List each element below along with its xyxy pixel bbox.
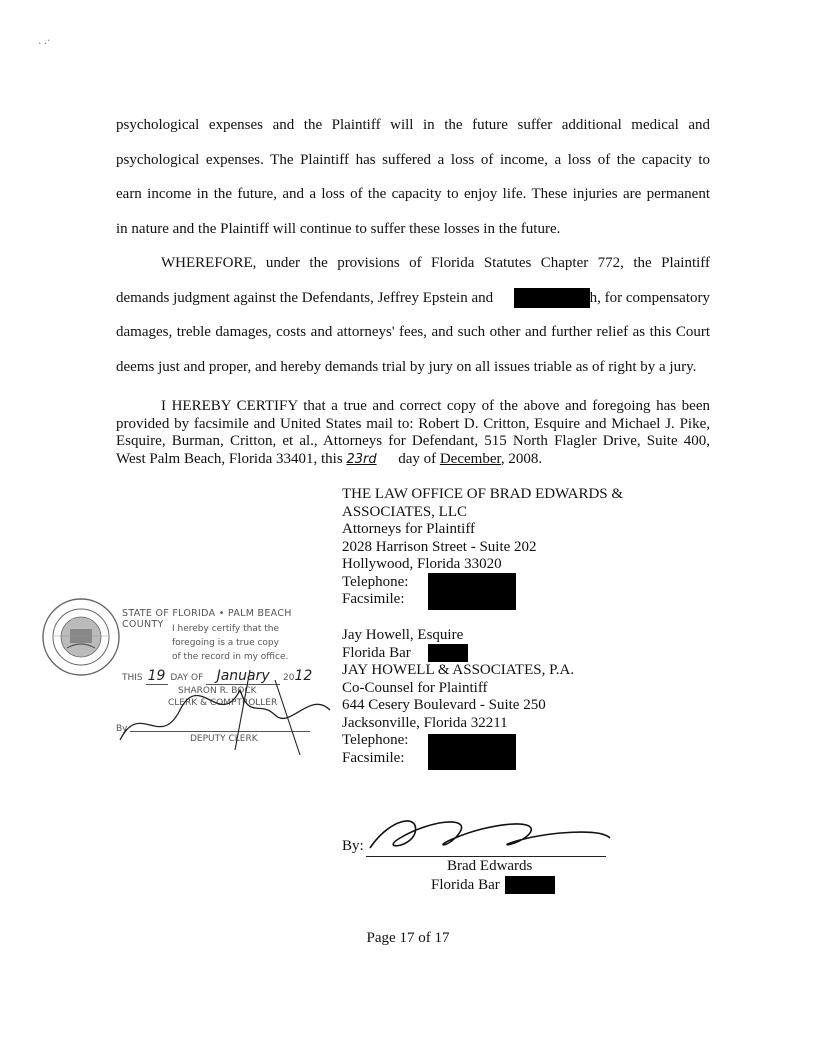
- scan-specks: ․ ․‧: [38, 36, 51, 47]
- firm-name-line: THE LAW OFFICE OF BRAD EDWARDS &: [342, 486, 624, 502]
- day-of-label: day of: [398, 450, 437, 467]
- page-number: Page 17 of 17: [366, 930, 450, 946]
- stamp-line: foregoing is a true copy: [172, 638, 279, 648]
- compensatory-text: h, for compensatory: [589, 289, 710, 306]
- damages-paragraph: [116, 108, 710, 246]
- this-label: THIS: [122, 673, 143, 683]
- firm-city: Hollywood, Florida 33020: [342, 556, 502, 572]
- month-text: December: [439, 450, 501, 467]
- body-line: earn income in the future, and a loss of the capacity to enjoy life. These injuries are permanent: [116, 186, 710, 202]
- body-line: in nature and the Plaintiff will continue to suffer these losses in the future.: [116, 220, 561, 237]
- firm-role: Attorneys for Plaintiff: [342, 521, 476, 537]
- cert-date-prefix: West Palm Beach, Florida 33401, this: [116, 450, 343, 467]
- handwritten-stamp-month: January: [206, 668, 280, 685]
- bar-label: Florida Bar: [342, 644, 411, 661]
- firm-address: 644 Cesery Boulevard - Suite 250: [342, 697, 546, 713]
- redaction-bar: [505, 876, 555, 894]
- facsimile-label: Facsimile:: [342, 749, 405, 766]
- clerk-certification-stamp: [40, 596, 330, 756]
- year-prefix: 20: [283, 673, 295, 683]
- body-line: psychological expenses. The Plaintiff has suffered a loss of income, a loss of the capacity to: [116, 151, 710, 168]
- redaction-bar: [514, 288, 590, 308]
- day-of-label: DAY OF: [170, 673, 204, 683]
- year-text: , 2008.: [500, 450, 543, 467]
- redaction-bar: [428, 573, 516, 610]
- clerk-title: CLERK & COMPTROLLER: [168, 698, 278, 708]
- handwritten-day: 23rd: [346, 451, 377, 467]
- stamp-line: of the record in my office.: [172, 652, 289, 662]
- bar-label: Florida Bar: [431, 877, 500, 893]
- body-line: WHEREFORE, under the provisions of Florida Statutes Chapter 772, the Plaintiff: [161, 255, 710, 271]
- handwritten-stamp-day: 19: [146, 668, 168, 685]
- handwritten-stamp-year: 12: [294, 668, 313, 684]
- body-line: psychological expenses and the Plaintiff will in the future suffer additional medical and: [116, 117, 710, 133]
- attorney-signature-icon: [360, 808, 620, 858]
- firm-address: 2028 Harrison Street - Suite 202: [342, 538, 537, 555]
- deputy-clerk-label: DEPUTY CLERK: [190, 734, 258, 744]
- firm-city: Jacksonville, Florida 32211: [342, 714, 508, 731]
- deputy-signature-icon: [100, 660, 340, 760]
- by-label: By:: [342, 838, 364, 854]
- redaction-bar: [428, 734, 516, 770]
- certificate-of-service: [116, 398, 710, 468]
- wherefore-paragraph: [116, 246, 710, 384]
- signer-name-text: Brad Edwards: [447, 858, 533, 874]
- cert-line: I HEREBY CERTIFY that a true and correct copy of the above and foregoing has been: [161, 398, 710, 414]
- redaction-bar: [428, 644, 468, 662]
- body-line: damages, treble damages, costs and attorneys' fees, and such other and further relief as this Court: [116, 324, 710, 340]
- firm-name-line: ASSOCIATES, LLC: [342, 503, 468, 520]
- body-line: [116, 281, 710, 316]
- firm-name-line: JAY HOWELL & ASSOCIATES, P.A.: [342, 662, 575, 678]
- cert-line: provided by facsimile and United States mail to: Robert D. Critton, Esquire and Michael J. Pike,: [116, 415, 710, 432]
- cert-line: Esquire, Burman, Critton, et al., Attorneys for Defendant, 515 North Flagler Drive, Suite 400,: [116, 433, 710, 449]
- telephone-label: Telephone:: [342, 573, 409, 590]
- attorney-name: Jay Howell, Esquire: [342, 627, 464, 643]
- defendants-text: demands judgment against the Defendants, Jeffrey Epstein and: [116, 289, 494, 306]
- body-line: deems just and proper, and hereby demands trial by jury on all issues triable as of right by a jury.: [116, 358, 697, 375]
- facsimile-label: Facsimile:: [342, 591, 405, 607]
- cert-line: [116, 451, 710, 469]
- signer-bar: [431, 877, 500, 895]
- signer-name: [447, 858, 532, 876]
- firm-role: Co-Counsel for Plaintiff: [342, 679, 488, 696]
- telephone-label: Telephone:: [342, 732, 409, 748]
- stamp-by-label: By: [116, 724, 128, 734]
- stamp-header: STATE OF FLORIDA • PALM BEACH COUNTY: [122, 608, 292, 630]
- stamp-line: I hereby certify that the: [172, 624, 280, 634]
- clerk-name: SHARON R. BOCK: [178, 686, 257, 696]
